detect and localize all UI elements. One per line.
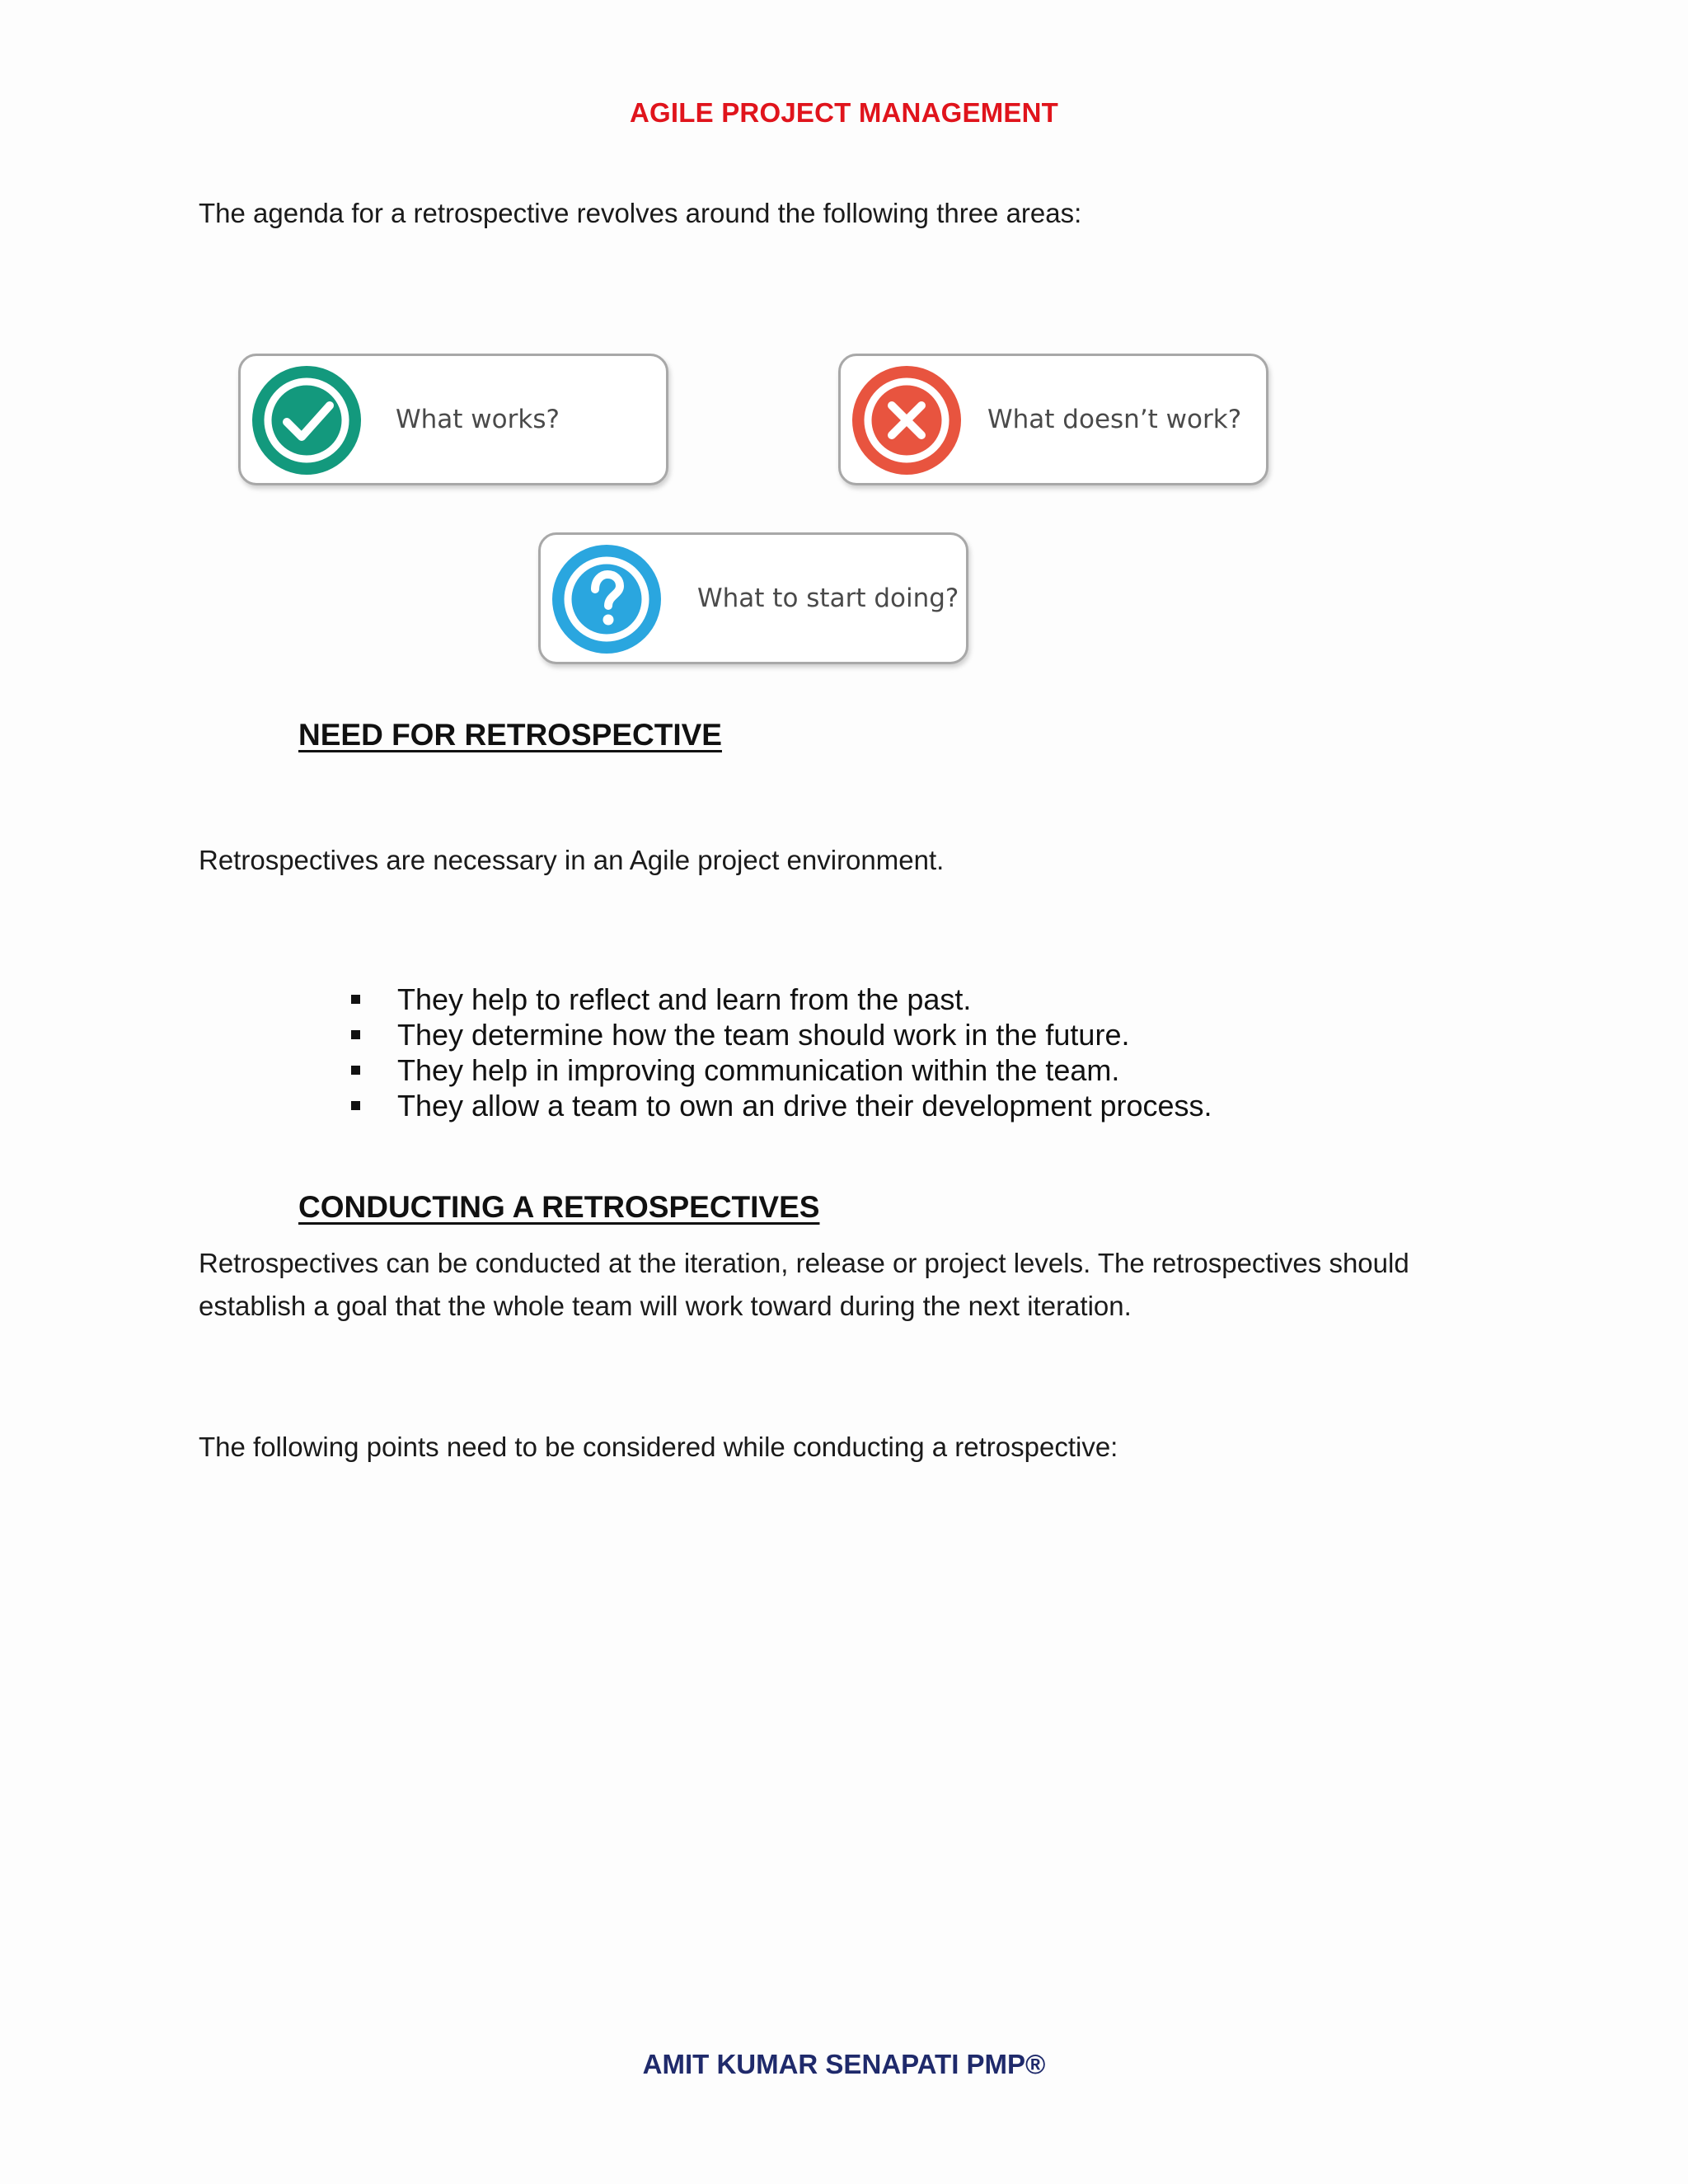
conducting-text: Retrospectives can be conducted at the iteration, release or project levels. The retrospectives should establish a goal that the whole team will work toward during the next iteration. [199,1248,1409,1321]
list-item: They determine how the team should work in the future. [346,1017,1212,1052]
need-text: Retrospectives are necessary in an Agile project environment. [199,845,945,875]
what-works-card [238,354,668,485]
question-circle-icon [551,543,663,655]
square-bullet-icon [351,1030,360,1039]
what-doesnt-work-label: What doesn’t work? [987,405,1242,434]
what-works-label: What works? [396,405,560,434]
list-item: They help to reflect and learn from the past. [346,982,1212,1017]
check-circle-icon [251,364,363,476]
page-title: AGILE PROJECT MANAGEMENT [630,97,1058,128]
need-for-retrospective-heading: NEED FOR RETROSPECTIVE [298,718,722,752]
intro-text: The agenda for a retrospective revolves around the following three areas: [199,198,1082,228]
what-doesnt-work-card [838,354,1268,485]
need-bullet-list [346,982,1212,1123]
x-circle-icon [851,364,963,476]
conducting-retrospectives-heading: CONDUCTING A RETROSPECTIVES [298,1190,820,1224]
what-to-start-doing-label: What to start doing? [697,583,959,613]
points-intro-text: The following points need to be considered while conducting a retrospective: [199,1432,1118,1462]
list-item: They help in improving communication within the team. [346,1052,1212,1088]
square-bullet-icon [351,1101,360,1110]
square-bullet-icon [351,1066,360,1075]
list-item: They allow a team to own an drive their development process. [346,1088,1212,1123]
what-to-start-doing-card [538,532,968,664]
footer-author: AMIT KUMAR SENAPATI PMP® [642,2049,1046,2079]
square-bullet-icon [351,995,360,1004]
